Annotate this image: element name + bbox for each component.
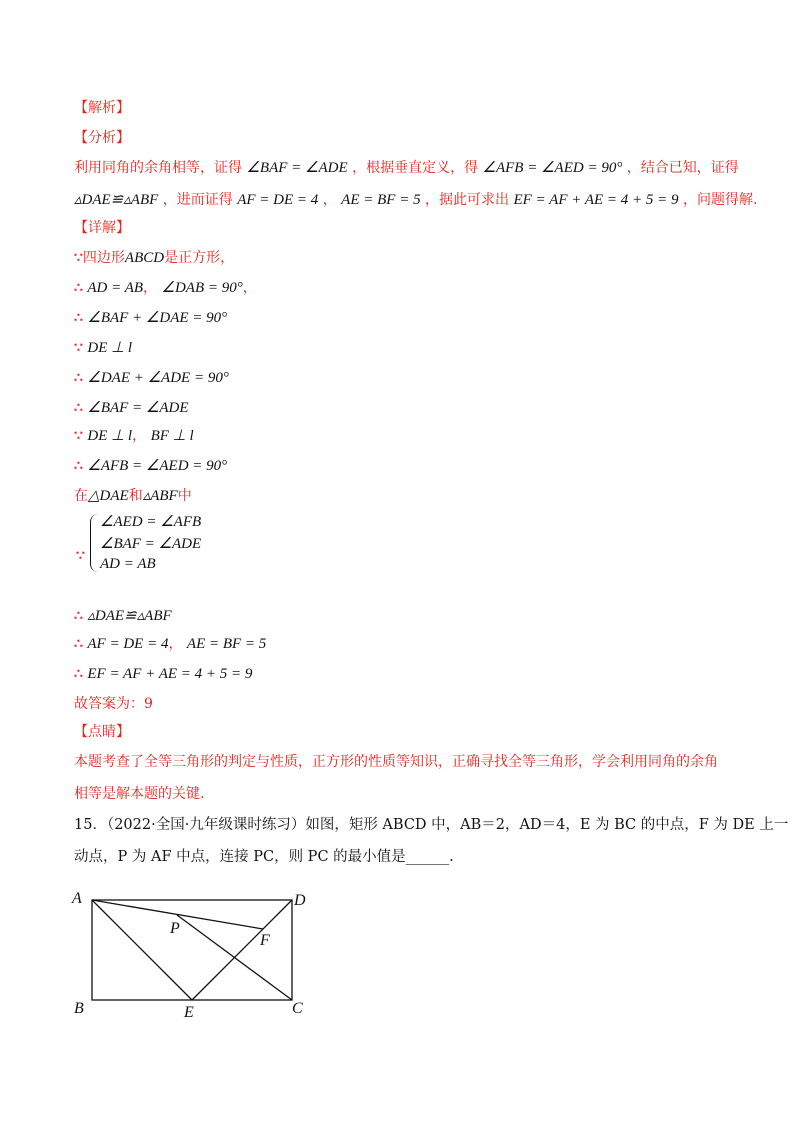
proof-text: 四边形	[82, 250, 125, 266]
proof-line-11	[74, 634, 266, 654]
proof-line-1	[74, 248, 234, 268]
proof-math: DE ⊥ l	[87, 428, 133, 444]
proof-math: △DAE	[88, 488, 129, 504]
proof-line-9	[74, 486, 192, 506]
because-symbol: ∵	[74, 340, 83, 356]
therefore-symbol: ∴	[74, 636, 83, 652]
proof-text: ，	[242, 280, 257, 296]
proof-math: EF = AF + AE = 4 + 5 = 9	[87, 666, 253, 682]
section-jiexi: 【解析】	[74, 100, 130, 116]
question-15-line-2: 动点，P 为 AF 中点，连接 PC，则 PC 的最小值是______.	[74, 849, 454, 865]
proof-math: DE ⊥ l	[87, 340, 133, 356]
comment-line-1: 本题考查了全等三角形的判定与性质，正方形的性质等知识，正确寻找全等三角形，学会利用同角的余角	[74, 754, 718, 770]
label-b: B	[74, 1000, 84, 1017]
proof-line-2	[74, 278, 257, 298]
proof-math: ∠DAE + ∠ADE = 90°	[87, 370, 229, 386]
proof-text: 和	[128, 488, 143, 504]
analysis-math: ∠AFB = ∠AED = 90°	[482, 160, 623, 176]
proof-math: ∠BAF = ∠ADE	[87, 400, 189, 416]
proof-line-7	[74, 426, 194, 446]
analysis-math: EF = AF + AE = 4 + 5 = 9	[513, 192, 679, 208]
proof-math: AD = AB	[87, 280, 144, 296]
proof-text: ，	[168, 636, 183, 652]
proof-text: 中	[177, 488, 192, 504]
proof-math: ABCD	[124, 250, 165, 266]
proof-math: AE = BF = 5	[186, 636, 267, 652]
analysis-text: ，根据垂直定义，得	[352, 160, 479, 176]
equation-system	[74, 508, 274, 578]
therefore-symbol: ∴	[74, 310, 83, 326]
therefore-symbol: ∴	[74, 608, 83, 624]
left-brace	[90, 514, 99, 572]
section-dianjing: 【点睛】	[74, 724, 130, 740]
label-a: A	[72, 890, 82, 907]
rectangle-abcd	[92, 900, 292, 1000]
section-fenxi: 【分析】	[74, 130, 130, 146]
analysis-text: ，据此可求出	[425, 192, 510, 208]
therefore-symbol: ∴	[74, 370, 83, 386]
comment-line-2: 相等是解本题的关键.	[74, 786, 205, 802]
proof-math: ▵DAE≌▵ABF	[87, 608, 172, 624]
analysis-math: ▵DAE≌▵ABF	[74, 192, 159, 208]
section-xiangjie: 【详解】	[74, 220, 130, 236]
analysis-math: ∠BAF = ∠ADE	[246, 160, 348, 176]
system-row-1: ∠AED = ∠AFB	[100, 514, 202, 530]
proof-math: ∠AFB = ∠AED = 90°	[87, 458, 228, 474]
label-e: E	[184, 1004, 194, 1021]
proof-math: ∠BAF + ∠DAE = 90°	[87, 310, 228, 326]
because-symbol: ∵	[76, 548, 85, 564]
segment-ed	[192, 900, 292, 1000]
proof-text: ，	[143, 280, 158, 296]
analysis-text: 利用同角的余角相等，证得	[74, 160, 242, 176]
therefore-symbol: ∴	[74, 280, 83, 296]
analysis-text: ，进而证得	[162, 192, 233, 208]
because-symbol: ∵	[74, 250, 83, 266]
proof-text: 是正方形，	[164, 250, 235, 266]
answer-line: 故答案为：9	[74, 696, 153, 712]
proof-line-12	[74, 664, 252, 684]
system-row-2: ∠BAF = ∠ADE	[100, 536, 202, 552]
analysis-line-2	[74, 190, 757, 210]
proof-line-10	[74, 606, 172, 626]
therefore-symbol: ∴	[74, 458, 83, 474]
label-f: F	[260, 932, 270, 949]
proof-math: BF ⊥ l	[150, 428, 194, 444]
label-c: C	[292, 1000, 303, 1017]
analysis-line-1	[74, 158, 739, 178]
proof-math: AF = DE = 4	[87, 636, 169, 652]
proof-math: ▵ABF	[142, 488, 178, 504]
proof-line-5	[74, 368, 229, 388]
analysis-math: AF = DE = 4	[237, 192, 319, 208]
label-d: D	[294, 892, 306, 909]
analysis-text: ，	[322, 192, 337, 208]
proof-text: 在	[74, 488, 88, 504]
system-row-3: AD = AB	[100, 556, 156, 572]
analysis-text: ，结合已知，证得	[626, 160, 739, 176]
question-15-line-1: 15．（2022·全国·九年级课时练习）如图，矩形 ABCD 中，AB＝2，AD＝4，E 为 BC 的中点，F 为 DE 上一	[74, 817, 789, 833]
label-p: P	[170, 920, 180, 937]
proof-line-4	[74, 338, 132, 358]
analysis-text: ，问题得解.	[682, 192, 758, 208]
proof-text: ，	[132, 428, 147, 444]
therefore-symbol: ∴	[74, 666, 83, 682]
proof-math: ∠DAB = 90°	[161, 280, 243, 296]
proof-line-6	[74, 398, 189, 418]
analysis-math: AE = BF = 5	[341, 192, 421, 208]
therefore-symbol: ∴	[74, 400, 83, 416]
proof-line-3	[74, 308, 227, 328]
because-symbol: ∵	[74, 428, 83, 444]
segment-pc	[177, 915, 292, 1000]
proof-line-8	[74, 456, 227, 476]
geometry-figure	[70, 885, 320, 1025]
